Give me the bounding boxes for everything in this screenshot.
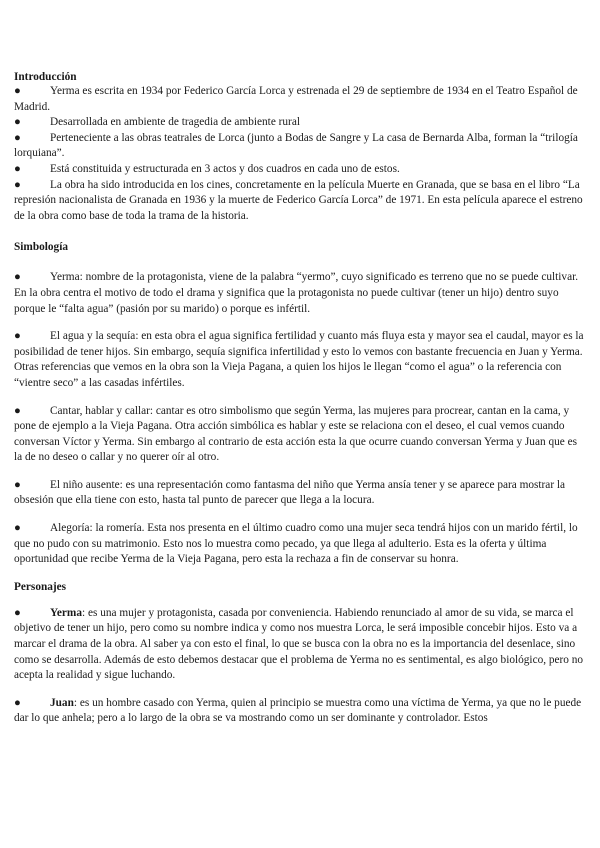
character-name: Juan <box>50 696 74 709</box>
bullet-icon: ● <box>14 85 21 97</box>
bullet-icon: ● <box>14 131 21 144</box>
list-item: ● El agua y la sequía: en esta obra el agua significa fertilidad y cuanto más fluya esta y mayor sea el caudal, mayor es la posibilidad de tener hijos. Sin embargo, sequía significa infertilidad y esto lo vemos con bastante frecuencia en Juan y Yerma. Otras referencias que vemos en la obra son la Vieja Pagana, a quien los hijos le llegan “como el agua” o la referencia con “vientre seco” a las casadas infértiles. <box>14 330 584 389</box>
bullet-icon: ● <box>14 606 21 619</box>
section-heading-personajes: Personajes <box>14 580 67 593</box>
list-item: ● Juan: es un hombre casado con Yerma, quien al principio se muestra como una víctima de Yerma, ya que no le puede dar lo que anhela; pero a lo largo de la obra se va mostrando como un ser dominante y controlador. Estos <box>14 696 582 725</box>
bullet-icon: ● <box>14 178 21 191</box>
list-item: ● Desarrollada en ambiente de tragedia de ambiente rural <box>14 115 586 131</box>
bullet-icon: ● <box>14 404 21 417</box>
list-item: ● El niño ausente: es una representación como fantasma del niño que Yerma ansía tener y se aparece para mostrar la obsesión que ella tiene con esto, hasta tal punto de parecer que llega a la locura. <box>14 478 566 507</box>
bullet-icon: ● <box>14 162 21 175</box>
section-heading-simbologia: Simbología <box>14 241 68 254</box>
list-item: ● Está constituida y estructurada en 3 actos y dos cuadros en cada uno de estos. <box>14 162 586 178</box>
list-item: ● Perteneciente a las obras teatrales de Lorca (junto a Bodas de Sangre y La casa de Bernarda Alba, forman la “trilogía lorquiana”. <box>14 131 578 160</box>
section-heading-introduccion: Introducción <box>14 71 77 83</box>
bullet-icon: ● <box>14 478 21 491</box>
list-item: ● Cantar, hablar y callar: cantar es otro simbolismo que según Yerma, las mujeres para procrear, cantan en la cama, y pone de ejemplo a la Vieja Pagana. Otra acción simbólica es hablar y este se relaciona con el deseo, el cual vemos cuando conversan Víctor y Yerma. Sin embargo al contrario de esta acción esta la que ocurre cuando conversan Yerma y Juan que es la de no deseo o callar y no querer oír al otro. <box>14 404 577 464</box>
bullet-icon: ● <box>14 271 21 284</box>
list-item: ● Yerma es escrita en 1934 por Federico García Lorca y estrenada el 29 de septiembre de 1934 en el Teatro Español de Madrid. <box>14 85 578 113</box>
list-item: ● Alegoría: la romería. Esta nos presenta en el último cuadro como una mujer seca tendrá hijos con un marido fértil, lo que no pudo con su matrimonio. Esto nos lo muestra como pecado, ya que llega al adulterio. Esta es la oferta y última oportunidad que recibe Yerma de la Vieja Pagana, pero esta la rechaza a fin de conservar su honra. <box>14 522 578 566</box>
bullet-icon: ● <box>14 116 21 129</box>
list-item: ● La obra ha sido introducida en los cines, concretamente en la película Muerte en Granada, que se basa en el libro “La represión nacionalista de Granada en 1936 y la muerte de Federico García Lorca” de 1971. En esta película aparece el estreno de la obra como base de toda la trama de la historia. <box>14 178 583 222</box>
bullet-icon: ● <box>14 522 21 535</box>
character-name: Yerma <box>50 606 82 619</box>
bullet-icon: ● <box>14 330 21 343</box>
list-item: ● Yerma: es una mujer y protagonista, casada por conveniencia. Habiendo renunciado al amor de su vida, se marca el objetivo de tener un hijo, pero como su nombre indica y como nos muestra Lorca, le será imposible concebir hijos. Esto va a marcar el drama de la obra. Al saber ya con esto el final, lo que se busca con la obra no es la importancia del desenlace, sino como se desarrolla. Además de esto debemos destacar que el problema de Yerma no es sentimental, es algo biológico, pero no acepta la realidad y sigue luchando. <box>14 606 584 682</box>
bullet-icon: ● <box>14 696 21 709</box>
list-item: ● Yerma: nombre de la protagonista, viene de la palabra “yermo”, cuyo significado es terreno que no se puede cultivar. En la obra centra el motivo de todo el drama y significa que la protagonista no puede cultivar (tener un hijo) dentro suyo porque le “falta agua” (pasión por su marido) o porque es infértil. <box>14 271 579 315</box>
